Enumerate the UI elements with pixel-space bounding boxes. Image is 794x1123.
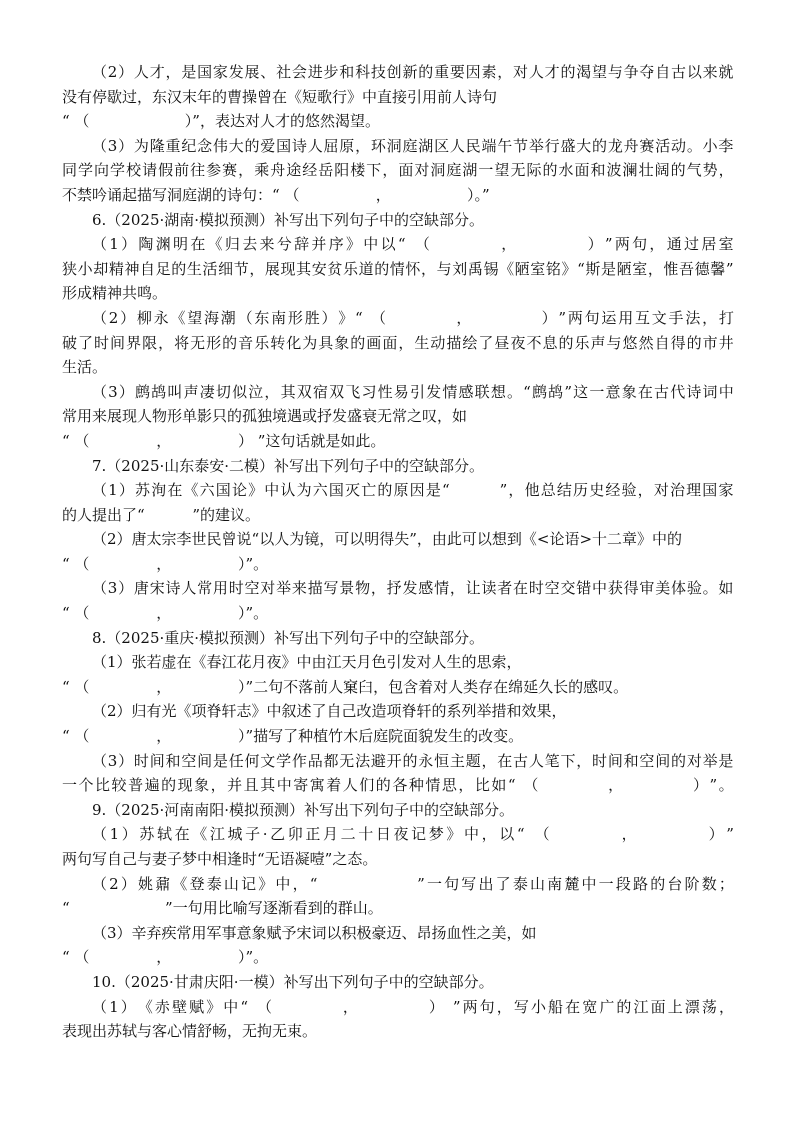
text-line: （ 3 ） 唐 宋 诗 人 常 用 时 空 对 举 来 描 写 景 物 ， 抒 发 感 情 ， 让 读 者 在 时 空 交 错 中 获 得 审 美 体 验 。 如 [92, 579, 734, 598]
text-line: 9.（2025·河南南阳·模拟预测）补写出下列句子中的空缺部分。 [92, 800, 515, 819]
text-line: 形成精神共鸣。 [62, 284, 168, 303]
text-line: 生活。 [62, 358, 108, 377]
text-line: （ 1 ） 陶 渊 明 在 《 归 去 来 兮 辞 并 序 》 中 以 “ （ ， ） ” 两 句 ， 通 过 居 室 [92, 235, 734, 254]
text-line: “ （ ）”，表达对人才的悠然渴望。 [62, 112, 380, 131]
text-line: 狭 小 却 精 神 自 足 的 生 活 细 节 ， 展 现 其 安 贫 乐 道 的 情 怀 ， 与 刘 禹 锡 《 陋 室 铭 》 “ 斯 是 陋 室 ， 惟 吾 德 馨 ” [62, 259, 734, 278]
text-line: （ 3 ） 时 间 和 空 间 是 任 何 文 学 作 品 都 无 法 避 开 的 永 恒 主 题 ， 在 古 人 笔 下 ， 时 间 和 空 间 的 对 举 是 [92, 751, 734, 770]
text-line: “ ”一句用比喻写逐渐看到的群山。 [62, 899, 383, 918]
text-line: “ （ ， ） ”这句话就是如此。 [62, 431, 386, 450]
text-line: “ （ ， ）”。 [62, 948, 269, 967]
text-line: 常用来展现人物形单影只的孤独境遇或抒发盛衰无常之叹，如 [62, 407, 468, 426]
text-line: 的人提出了“ ”的建议。 [62, 505, 261, 524]
text-line: （2）唐太宗李世民曾说“以人为镜，可以明得失”，由此可以想到《<论语>十二章》中的 [92, 530, 683, 549]
text-line: 6.（2025·湖南·模拟预测）补写出下列句子中的空缺部分。 [92, 210, 485, 229]
text-line: “ （ ， ）”。 [62, 604, 269, 623]
text-line: （3）辛弃疾常用军事意象赋予宋词以积极豪迈、昂扬血性之美，如 [92, 923, 537, 942]
text-line: 7.（2025·山东泰安·二模）补写出下列句子中的空缺部分。 [92, 456, 485, 475]
text-line: （ 2 ） 姚 鼐 《 登 泰 山 记 》 中 ， “ ” 一 句 写 出 了 泰 山 南 麓 中 一 段 路 的 台 阶 数 ； [92, 874, 734, 893]
text-line: 表现出苏轼与客心情舒畅，无拘无束。 [62, 1022, 318, 1041]
text-line: （ 3 ） 鹧 鸪 叫 声 凄 切 似 泣 ， 其 双 宿 双 飞 习 性 易 引 发 情 感 联 想 。 “ 鹧 鸪 ” 这 一 意 象 在 古 代 诗 词 中 [92, 382, 734, 401]
text-line: 8.（2025·重庆·模拟预测）补写出下列句子中的空缺部分。 [92, 628, 485, 647]
text-line: （ 1 ） 苏 洵 在 《 六 国 论 》 中 认 为 六 国 灭 亡 的 原 因 是 “ ” ， 他 总 结 历 史 经 验 ， 对 治 理 国 家 [92, 481, 734, 500]
text-line: 一 个 比 较 普 遍 的 现 象 ， 并 且 其 中 寄 寓 着 人 们 的 各 种 情 思 ， 比 如 “ （ ， ） ” 。 [62, 776, 734, 795]
text-line: “ （ ， ）”二句不落前人窠臼，包含着对人类存在绵延久长的感叹。 [62, 677, 629, 696]
text-line: （ 1 ） 《 赤 壁 赋 》 中 “ （ ， ） ” 两 句 ， 写 小 船 在 宽 广 的 江 面 上 漂 荡 ， [92, 997, 734, 1016]
text-line: 同 学 向 学 校 请 假 前 往 参 赛 ， 乘 舟 途 经 岳 阳 楼 下 ， 面 对 洞 庭 湖 一 望 无 际 的 水 面 和 波 澜 壮 阔 的 气 势 ， [62, 161, 734, 180]
text-line: （1）张若虚在《春江花月夜》中由江天月色引发对人生的思索， [92, 653, 522, 672]
text-line: （ 1 ） 苏 轼 在 《 江 城 子 · 乙 卯 正 月 二 十 日 夜 记 梦 》 中 ， 以 “ （ ， ） ” [92, 825, 734, 844]
text-line: “ （ ， ）”。 [62, 554, 269, 573]
text-line: （ 3 ） 为 隆 重 纪 念 伟 大 的 爱 国 诗 人 屈 原 ， 环 洞 庭 湖 区 人 民 端 午 节 举 行 盛 大 的 龙 舟 赛 活 动 。 小 李 [92, 136, 734, 155]
text-line: 破 了 时 间 界 限 ， 将 无 形 的 音 乐 转 化 为 具 象 的 画 面 ， 生 动 描 绘 了 昼 夜 不 息 的 乐 声 与 悠 然 自 得 的 市 井 [62, 333, 734, 352]
document-page [62, 60, 734, 1044]
text-line: （ 2 ） 人 才 ， 是 国 家 发 展 、 社 会 进 步 和 科 技 创 新 的 重 要 因 素 ， 对 人 才 的 渴 望 与 争 夺 自 古 以 来 就 [92, 63, 734, 81]
text-line: “ （ ， ）”描写了种植竹木后庭院面貌发生的改变。 [62, 727, 524, 746]
text-line: （ 2 ） 柳 永 《 望 海 潮 （ 东 南 形 胜 ） 》 “ （ ， ） ” 两 句 运 用 互 文 手 法 ， 打 [92, 308, 734, 327]
text-line: 两句写自己与妻子梦中相逢时“无语凝噎”之态。 [62, 850, 378, 868]
text-line: 不禁吟诵起描写洞庭湖的诗句：“ （ ， ）。” [62, 185, 490, 204]
text-line: 没有停歇过，东汉末年的曹操曾在《短歌行》中直接引用前人诗句 [62, 87, 498, 106]
text-line: 10.（2025·甘肃庆阳·一模）补写出下列句子中的空缺部分。 [92, 972, 494, 991]
text-line: （2）归有光《项脊轩志》中叙述了自己改造项脊轩的系列举措和效果， [92, 702, 567, 721]
